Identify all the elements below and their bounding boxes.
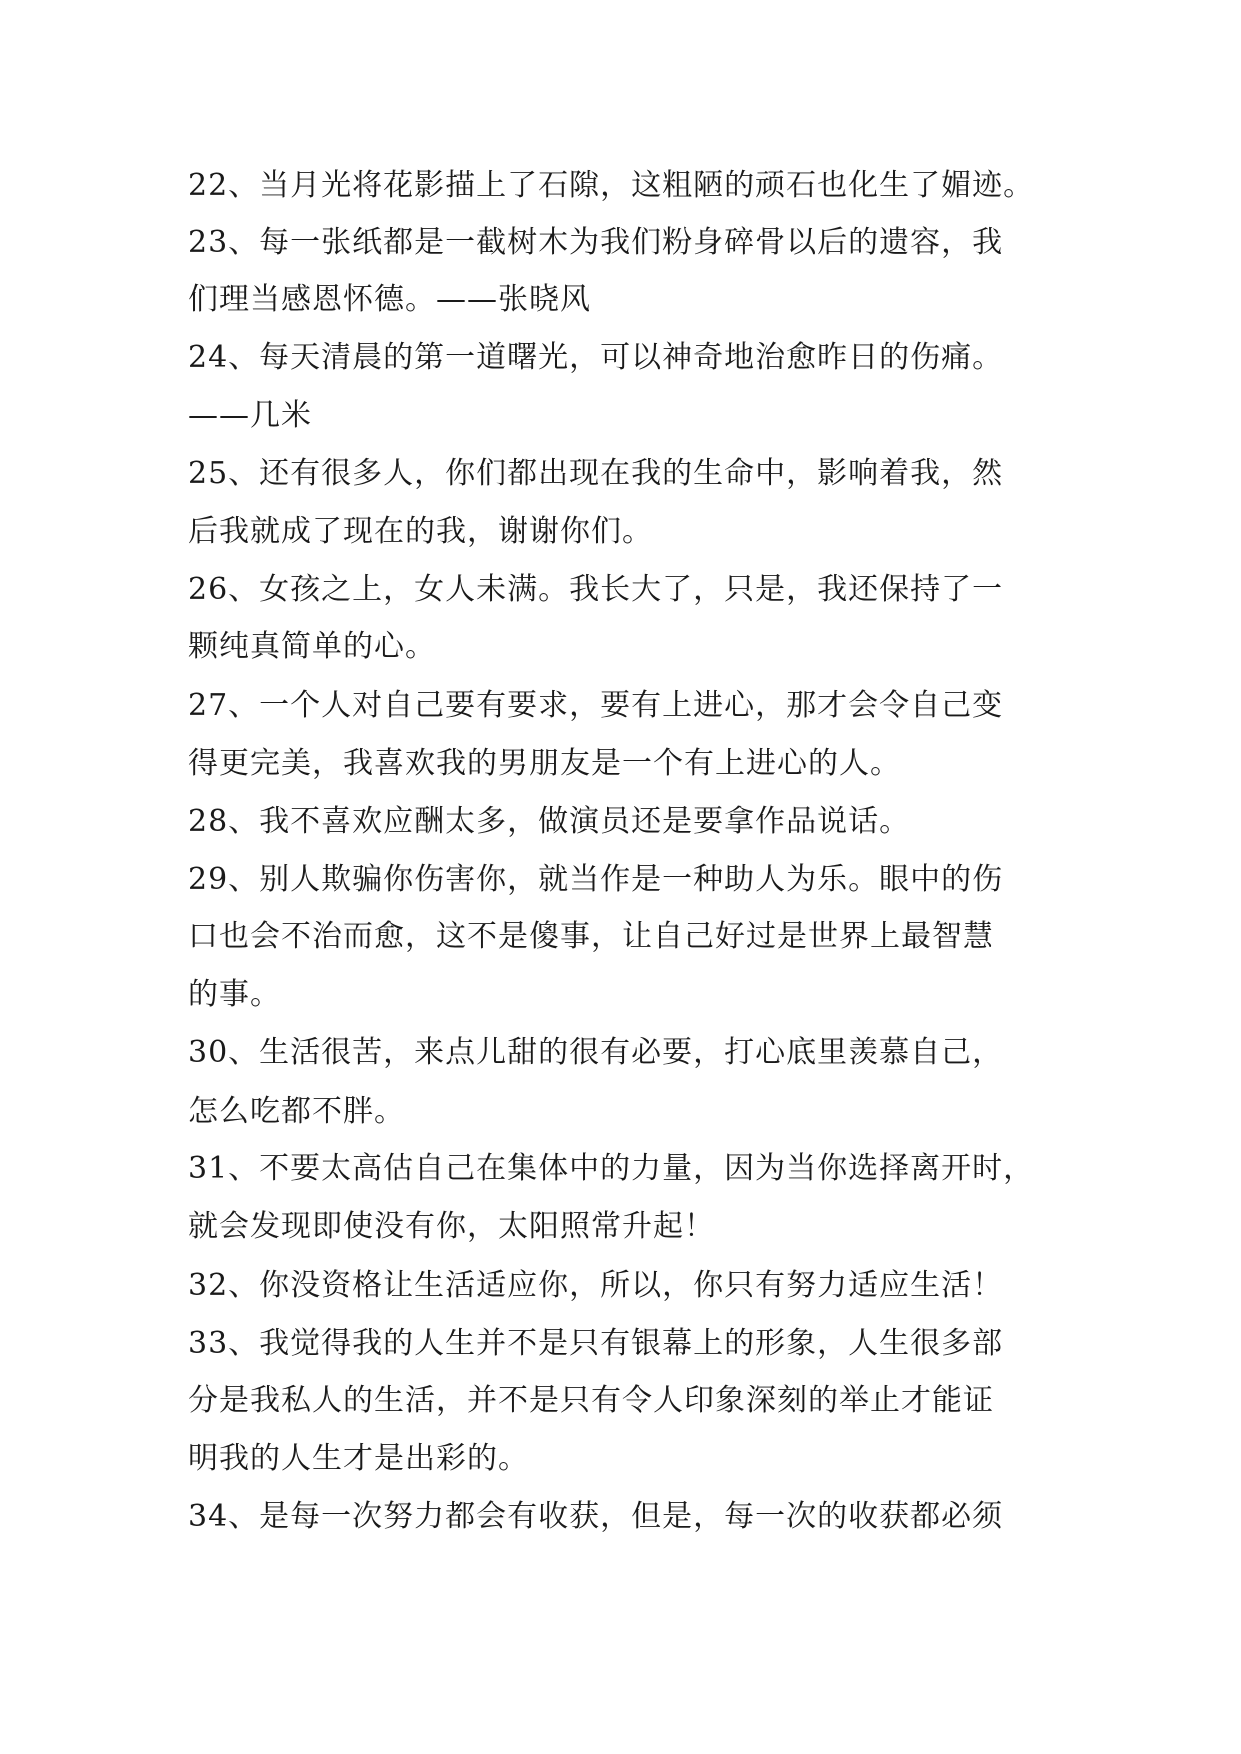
text-line: 颗纯真简单的心。 (188, 629, 436, 664)
text-line: 们理当感恩怀德。——张晓风 (188, 282, 591, 317)
text-line: 34、是每一次努力都会有收获，但是，每一次的收获都必须 (188, 1499, 1004, 1534)
text-line: 后我就成了现在的我，谢谢你们。 (188, 514, 653, 549)
text-line: 的事。 (188, 977, 281, 1012)
text-line: 得更完美，我喜欢我的男朋友是一个有上进心的人。 (188, 746, 901, 781)
text-line: 25、还有很多人，你们都出现在我的生命中，影响着我，然 (188, 456, 1004, 491)
text-line: 明我的人生才是出彩的。 (188, 1441, 529, 1476)
text-line: 就会发现即使没有你，太阳照常升起！ (188, 1209, 715, 1244)
text-line: 分是我私人的生活，并不是只有令人印象深刻的举止才能证 (188, 1383, 994, 1418)
text-line: 22、当月光将花影描上了石隙，这粗陋的顽石也化生了媚迹。 (188, 168, 1035, 203)
text-line: 27、一个人对自己要有要求，要有上进心，那才会令自己变 (188, 688, 1004, 723)
text-line: 30、生活很苦，来点儿甜的很有必要，打心底里羡慕自己， (188, 1035, 1004, 1070)
text-line: 28、我不喜欢应酬太多，做演员还是要拿作品说话。 (188, 804, 911, 839)
text-line: 33、我觉得我的人生并不是只有银幕上的形象，人生很多部 (188, 1326, 1004, 1361)
text-line: ——几米 (188, 398, 312, 433)
text-line: 口也会不治而愈，这不是傻事，让自己好过是世界上最智慧 (188, 919, 994, 954)
text-line: 23、每一张纸都是一截树木为我们粉身碎骨以后的遗容，我 (188, 225, 1004, 260)
text-line: 29、别人欺骗你伤害你，就当作是一种助人为乐。眼中的伤 (188, 862, 1004, 897)
text-line: 32、你没资格让生活适应你，所以，你只有努力适应生活！ (188, 1268, 1004, 1303)
text-line: 怎么吃都不胖。 (188, 1094, 405, 1129)
text-line: 26、女孩之上，女人未满。我长大了，只是，我还保持了一 (188, 572, 1004, 607)
text-line: 24、每天清晨的第一道曙光，可以神奇地治愈昨日的伤痛。 (188, 340, 1004, 375)
text-line: 31、不要太高估自己在集体中的力量，因为当你选择离开时， (188, 1151, 1035, 1186)
